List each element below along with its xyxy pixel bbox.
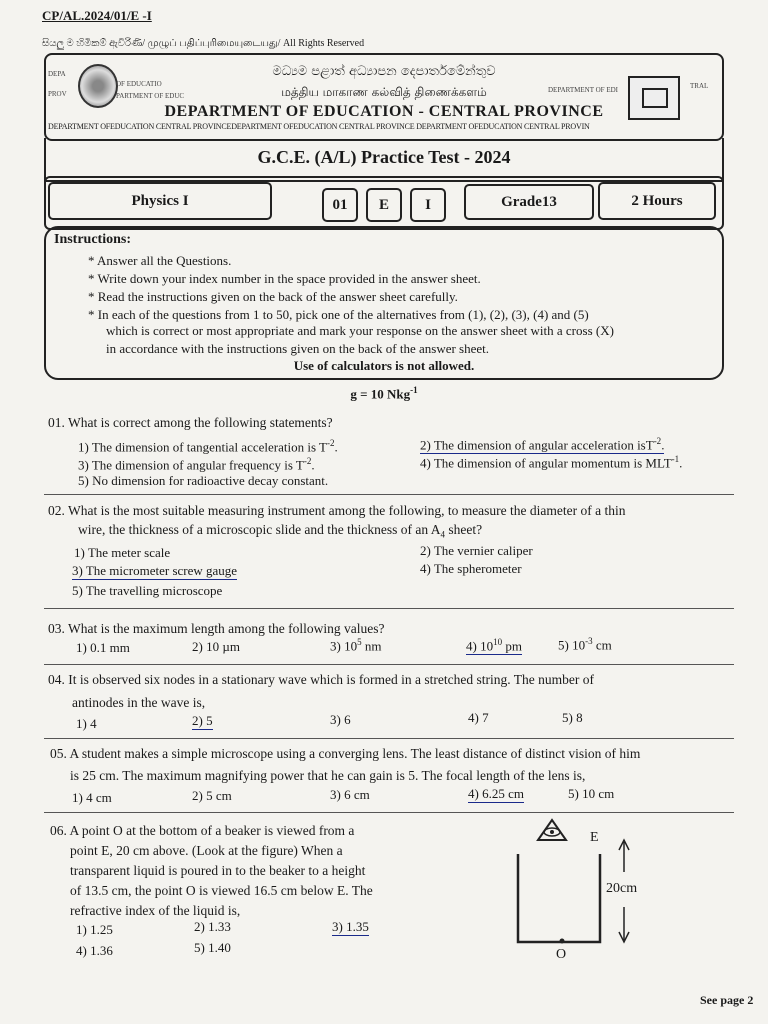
q5-option-1: 1) 4 cm	[72, 790, 112, 805]
q5-option-5: 5) 10 cm	[568, 786, 615, 801]
code-box-3: I	[410, 188, 446, 222]
header-sinhala: මධ්‍යම පළාත් අධ්‍යාපන දෙපාර්තමේන්තුව	[272, 64, 496, 79]
figure-label-o: O	[556, 947, 567, 962]
q5-option-3: 3) 6 cm	[330, 787, 370, 802]
instructions-title: Instructions:	[54, 232, 132, 247]
q1-option-3: 3) The dimension of angular frequency is $T^{-2}$.	[78, 456, 315, 473]
figure-label-height: 20cm	[606, 881, 638, 896]
code-box-2: E	[366, 188, 402, 222]
q2-option-3: 3) The micrometer screw gauge	[72, 563, 238, 578]
header-right-fragment-2: TRAL	[690, 82, 709, 90]
q6-option-1: 1) 1.25	[76, 922, 113, 937]
q4-option-2: 2) 5	[192, 713, 213, 728]
point-o-marker	[560, 939, 565, 944]
question-3: 03. What is the maximum length among the following values?	[48, 621, 385, 636]
paper-code: CP/AL.2024/01/E -I	[42, 8, 152, 23]
question-5-line-1: 05. A student makes a simple microscope using a converging lens. The least distance of distinct vision of him	[50, 746, 641, 761]
q3-option-3: 3) $10^5$ nm	[330, 637, 382, 654]
question-4-line-1: 04. It is observed six nodes in a stationary wave which is formed in a stretched string. The number of	[48, 672, 594, 687]
q6-option-3: 3) 1.35	[332, 919, 369, 934]
q1-option-2: 2) The dimension of angular acceleration isT$^{-2}$.	[420, 436, 665, 453]
header-english: DEPARTMENT OF EDUCATION - CENTRAL PROVINCE	[164, 103, 604, 120]
header-right-fragment-1: DEPARTMENT OF EDI	[548, 86, 618, 94]
header-left-fragment-3: PROV	[48, 90, 67, 98]
q6-option-2: 2) 1.33	[194, 919, 231, 934]
calculator-notice: Use of calculators is not allowed.	[293, 358, 475, 373]
question-6-line-4: of 13.5 cm, the point O is viewed 16.5 cm below E. The	[70, 883, 373, 898]
instruction-item-cont: which is correct or most appropriate and mark your response on the answer sheet with a cross (X)	[106, 323, 614, 338]
q5-option-2: 2) 5 cm	[192, 788, 232, 803]
instruction-item: * Write down your index number in the space provided in the answer sheet.	[88, 271, 481, 286]
q2-option-1: 1) The meter scale	[74, 545, 171, 560]
header-left-fragment-1: DEPA	[48, 70, 66, 78]
page-footer: See page 2	[700, 993, 754, 1007]
duration-box: 2 Hours	[598, 182, 716, 220]
q3-option-2: 2) 10 µm	[192, 639, 240, 654]
q1-option-5: 5) No dimension for radioactive decay constant.	[78, 473, 329, 488]
q6-option-4: 4) 1.36	[76, 943, 113, 958]
beaker-figure	[500, 812, 670, 972]
subject-box: Physics I	[48, 182, 272, 220]
question-6-line-5: refractive index of the liquid is,	[70, 903, 241, 918]
q4-option-5: 5) 8	[562, 710, 583, 725]
instruction-item: * Answer all the Questions.	[88, 253, 232, 268]
separator	[44, 664, 734, 665]
q2-option-2: 2) The vernier caliper	[420, 543, 533, 558]
header-left-fragment-4: PARTMENT OF EDUC	[116, 92, 185, 100]
code-box-1: 01	[322, 188, 358, 222]
q3-option-4: 4) $10^{10}$ pm	[466, 637, 522, 654]
instruction-item-cont: in accordance with the instructions given on the back of the answer sheet.	[106, 341, 490, 356]
header-tamil: மத்திய மாகாண கல்வித் திணைக்களம்	[281, 85, 487, 99]
q4-option-1: 1) 4	[76, 716, 97, 731]
question-2-line-1: 02. What is the most suitable measuring instrument among the following, to measure the diameter of a thin	[48, 503, 626, 518]
instruction-item: * In each of the questions from 1 to 50, pick one of the alternatives from (1), (2), (3), (4) and (5)	[88, 307, 589, 322]
instruction-item: * Read the instructions given on the back of the answer sheet carefully.	[88, 289, 458, 304]
question-1: 01. What is correct among the following statements?	[48, 415, 333, 430]
header-left-fragment-2: OF EDUCATIO	[116, 80, 162, 88]
figure-label-e: E	[590, 830, 599, 845]
question-6-line-1: 06. A point O at the bottom of a beaker is viewed from a	[50, 823, 355, 838]
beaker-outline	[518, 854, 600, 942]
separator	[44, 738, 734, 739]
q4-option-3: 3) 6	[330, 712, 351, 727]
grade-box: Grade13	[464, 184, 594, 220]
question-5-line-2: is 25 cm. The maximum magnifying power that he can gain is 5. The focal length of the lens is,	[70, 768, 586, 783]
q3-option-1: 1) 0.1 mm	[76, 640, 130, 655]
q6-option-5: 5) 1.40	[194, 940, 231, 955]
q1-option-4: 4) The dimension of angular momentum is $MLT^{-1}$.	[420, 454, 683, 471]
stamp-icon	[628, 76, 680, 120]
q2-option-5: 5) The travelling microscope	[72, 583, 223, 598]
rights-notice: සියලු ම හිමිකම් ඇවිරිණි/ முழுப் பதிப்புரிமையுடையது/ All Rights Reserved	[42, 38, 365, 49]
header-strip: DEPARTMENT OFEDUCATION CENTRAL PROVINCEDEPARTMENT OFEDUCATION CENTRAL PROVINCE DEPARTMENT OFEDUCATION CENTRAL PROVIN	[48, 122, 590, 131]
q4-option-4: 4) 7	[468, 710, 489, 725]
q5-option-4: 4) 6.25 cm	[468, 786, 524, 801]
separator	[44, 494, 734, 495]
q1-option-1: 1) The dimension of tangential acceleration is $T^{-2}$.	[78, 438, 338, 455]
g-value: g = 10 Nkg$^{-1}$	[350, 385, 418, 402]
eye-icon	[538, 820, 566, 840]
question-2-line-2: wire, the thickness of a microscopic slide and the thickness of an $A_4$ sheet?	[78, 522, 483, 540]
q3-option-5: 5) $10^{-3}$ cm	[558, 636, 612, 653]
question-6-line-3: transparent liquid is poured in to the beaker to a height	[70, 863, 366, 878]
page-title: G.C.E. (A/L) Practice Test - 2024	[257, 147, 511, 167]
separator	[44, 608, 734, 609]
question-6-line-2: point E, 20 cm above. (Look at the figure) When a	[70, 843, 343, 858]
q2-option-4: 4) The spherometer	[420, 561, 522, 576]
question-4-line-2: antinodes in the wave is,	[72, 695, 206, 710]
